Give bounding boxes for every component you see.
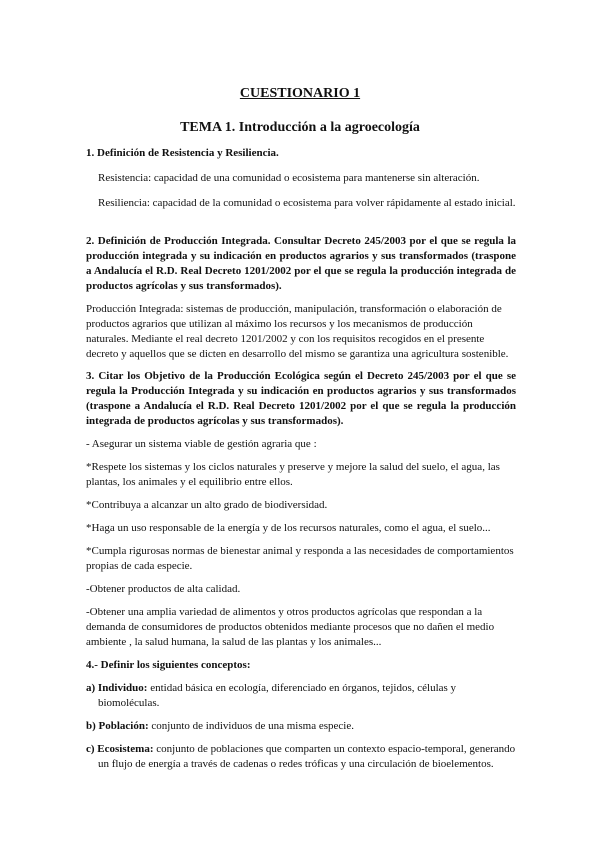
question-4-heading: 4.- Definir los siguientes conceptos: [86,659,251,671]
concept-definition: entidad básica en ecología, diferenciado en órganos, tejidos, células y biomoléculas. [98,682,457,709]
integrated-production-answer: Producción Integrada: sistemas de producción, manipulación, transformación o elaboración de productos agrarios que utilizan al máximo los recursos y los mecanismos de producción naturales. Mediante el real decreto 1201/2002 y con los requisitos recogidos en el presente decreto y aquellos que se dicten en desarrollo del mismo se garantiza una agricultura sostenible. [86,303,509,360]
objective-item: -Obtener una amplia variedad de alimentos y otros productos agrícolas que respondan a la demanda de consumidores de productos obtenidos mediante procesos que no dañen el medio ambiente , la salud humana, la salud de las plantas y los animales... [86,606,495,648]
concept-definition: conjunto de individuos de una misma especie. [148,720,354,732]
document-title: CUESTIONARIO 1 [239,86,361,101]
concept-ecosystem [86,742,516,772]
concept-term: c) Ecosistema: [86,743,154,755]
document-body [86,146,516,772]
objective-item: *Haga un uso responsable de la energía y de los recursos naturales, como el agua, el suelo... [86,522,491,534]
topic-title: TEMA 1. Introducción a la agroecología [180,120,420,135]
concept-definition: conjunto de poblaciones que comparten un contexto espacio-temporal, generando un flujo de energía a través de cadenas o redes tróficas y una circulación de bioelementos. [98,743,516,770]
objective-item: -Obtener productos de alta calidad. [86,583,241,595]
concept-term: a) Individuo: [86,682,148,694]
objective-item: *Contribuya a alcanzar un alto grado de biodiversidad. [86,499,328,511]
concept-term: b) Población: [86,720,149,732]
question-2-heading-rest: . Consultar Decreto 245/2003 por el que se regula la producción integrada y su indicación en productos agrarios y sus transformados (traspone a Andalucía el R.D. Real Decreto 1201/2002 por el que se regula la producción integrada de productos agrícolas y sus transformados). [86,235,516,292]
objective-item: - Asegurar un sistema viable de gestión agraria que : [86,438,317,450]
concept-individual [86,681,516,711]
question-2-heading [86,234,516,294]
concept-population [86,719,516,734]
resistance-definition: Resistencia: capacidad de una comunidad o ecosistema para mantenerse sin alteración. [98,172,480,184]
question-3-heading: 3. Citar los Objetivo de la Producción Ecológica según el Decreto 245/2003 por el que se regula la Producción Integrada y su indicación en productos agrarios y sus transformados (traspone a Andalucía el R.D. Real Decreto 1201/2002 por el que se regula la producción integrada de productos agrícolas y sus transformados). [86,370,516,427]
question-1-heading: 1. Definición de Resistencia y Resiliencia. [86,147,279,159]
resilience-definition: Resiliencia: capacidad de la comunidad o ecosistema para volver rápidamente al estado inicial. [98,197,516,209]
objective-item: *Respete los sistemas y los ciclos naturales y preserve y mejore la salud del suelo, el agua, las plantas, los animales y el equilibrio entre ellos. [86,461,500,488]
question-2-heading-title: 2. Definición de Producción Integrada [86,235,268,247]
objective-item: *Cumpla rigurosas normas de bienestar animal y responda a las necesidades de comportamientos propias de cada especie. [86,545,514,572]
